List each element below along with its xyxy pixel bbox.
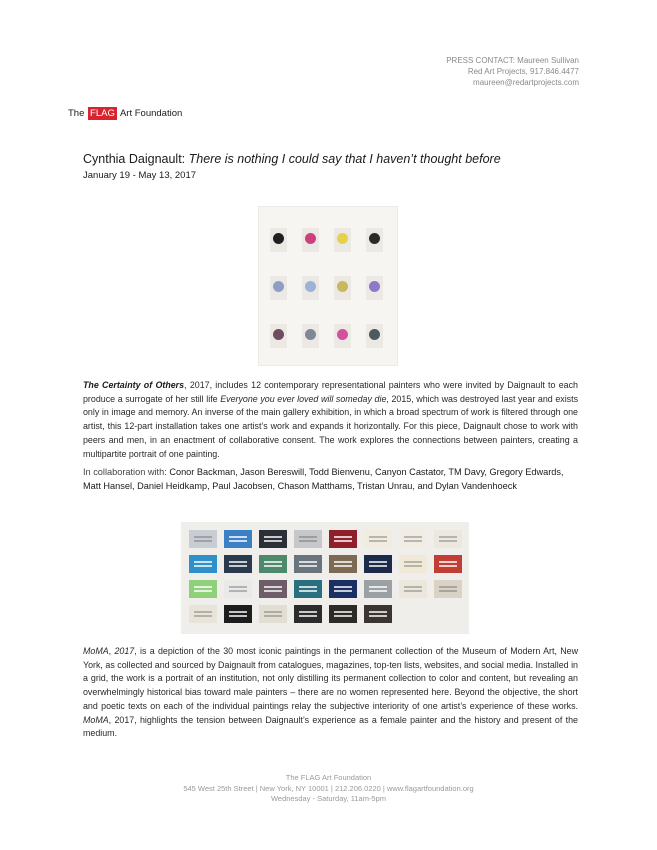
moma-painting-panel: [224, 580, 252, 598]
small-painting: [302, 276, 319, 300]
moma-painting-panel: [224, 605, 252, 623]
moma-painting-panel: [329, 530, 357, 548]
logo-text-art-foundation: Art Foundation: [119, 108, 183, 119]
small-painting: [302, 228, 319, 252]
moma-painting-panel: [399, 555, 427, 573]
moma-painting-panel: [434, 530, 462, 548]
page-title: [83, 152, 501, 166]
small-painting: [302, 324, 319, 348]
work-title: MoMA: [83, 714, 109, 725]
moma-painting-panel: [259, 555, 287, 573]
footer: [0, 773, 657, 805]
moma-painting-panel: [259, 530, 287, 548]
moma-painting-panel: [294, 555, 322, 573]
moma-painting-panel: [189, 530, 217, 548]
moma-painting-panel: [434, 580, 462, 598]
small-painting: [270, 324, 287, 348]
still-life-title: Everyone you ever loved will someday die: [220, 393, 387, 404]
moma-painting-panel: [189, 605, 217, 623]
moma-painting-panel: [259, 580, 287, 598]
moma-painting-panel: [294, 530, 322, 548]
moma-painting-panel: [399, 530, 427, 548]
small-painting: [334, 276, 351, 300]
description-text: , 2015, which was destroyed last year and exists only in image and memory. An inverse of the main gallery exhibition, in which a broad spectrum of work is filtered through one artist, this 12-part installation takes one artist’s work and expands it horizontally. For this piece, Daignault chose to work with peers and men, in an enactment of collaborative consent. The work explores the connections between painters, creating a multipartite portrait of one painting.: [83, 393, 579, 459]
logo-flag-box: FLAG: [90, 108, 115, 119]
collaborators: [83, 466, 583, 493]
moma-painting-panel: [189, 555, 217, 573]
description-text: , 2017, highlights the tension between Daignault’s experience as a female painter and the history and present of the medium.: [83, 714, 578, 739]
moma-painting-panel: [329, 580, 357, 598]
footer-address: 545 West 25th Street | New York, NY 10001 | 212.206.0220 | www.flagartfoundation.org: [183, 783, 474, 793]
small-painting: [270, 276, 287, 300]
footer-hours: Wednesday - Saturday, 11am-5pm: [270, 794, 387, 803]
moma-description: [83, 645, 578, 741]
moma-painting-panel: [364, 530, 392, 548]
collaborators-lead: In collaboration with:: [83, 467, 167, 477]
work-year: 2017: [114, 646, 135, 656]
press-contact-line: Red Art Projects, 917.846.4477: [467, 67, 579, 76]
press-contact: [446, 55, 579, 88]
small-painting: [270, 228, 287, 252]
footer-org: The FLAG Art Foundation: [285, 773, 372, 782]
moma-painting-panel: [329, 555, 357, 573]
certainty-of-others-installation-image: [258, 206, 398, 366]
moma-painting-panel: [259, 605, 287, 623]
work-title: The Certainty of Others: [83, 380, 185, 390]
flag-logo: [68, 108, 182, 119]
description-text: , is a depiction of the 30 most iconic paintings in the permanent collection of the Museum of Modern Art, New York, as collected and sourced by Daignault from catalogues, magazines, top-ten lists, websites, and social media. Installed in a grid, the work is a portrait of an institution, not only distilling its permanent collection to color and content, but revealing an overwhelmingly historical bias toward male painters – there are no women represented here. Beyond the objective, the short and poetic texts on each of the individual paintings relay the subjective interiority of one artist’s experience of these works.: [83, 646, 579, 711]
moma-painting-panel: [434, 555, 462, 573]
moma-installation-image: [181, 522, 469, 634]
small-painting: [366, 276, 383, 300]
moma-painting-panel: [364, 555, 392, 573]
exhibition-title: There is nothing I could say that I haven’t thought before: [188, 152, 501, 166]
collaborator-names: Conor Backman, Jason Bereswill, Todd Bienvenu, Canyon Castator, TM Davy, Gregory Edwards, Matt Hansel, Daniel Heidkamp, Paul Jacobsen, Chason Matthams, Tristan Unrau, and Dylan Vandenhoeck: [83, 467, 564, 491]
certainty-of-others-description: [83, 379, 578, 461]
moma-painting-panel: [189, 580, 217, 598]
press-contact-email: maureen@redartprojects.com: [473, 78, 579, 87]
moma-painting-panel: [294, 605, 322, 623]
moma-painting-panel: [224, 555, 252, 573]
description-text: , 2017, includes 12 contemporary representational painters who were invited by Daignault to each produce a surrogate of her still life: [83, 380, 578, 404]
small-painting: [366, 228, 383, 252]
press-contact-line: PRESS CONTACT: Maureen Sullivan: [446, 56, 579, 65]
artist-name: Cynthia Daignault:: [83, 152, 186, 166]
moma-painting-panel: [364, 580, 392, 598]
work-title: MoMA: [83, 646, 109, 656]
small-painting: [334, 324, 351, 348]
description-text: ,: [108, 646, 115, 656]
small-painting: [334, 228, 351, 252]
moma-painting-panel: [294, 580, 322, 598]
small-painting: [366, 324, 383, 348]
moma-painting-panel: [399, 580, 427, 598]
moma-painting-panel: [224, 530, 252, 548]
moma-painting-panel: [329, 605, 357, 623]
exhibition-dates: January 19 - May 13, 2017: [83, 170, 197, 181]
moma-painting-panel: [364, 605, 392, 623]
logo-text-the: The: [68, 108, 85, 119]
